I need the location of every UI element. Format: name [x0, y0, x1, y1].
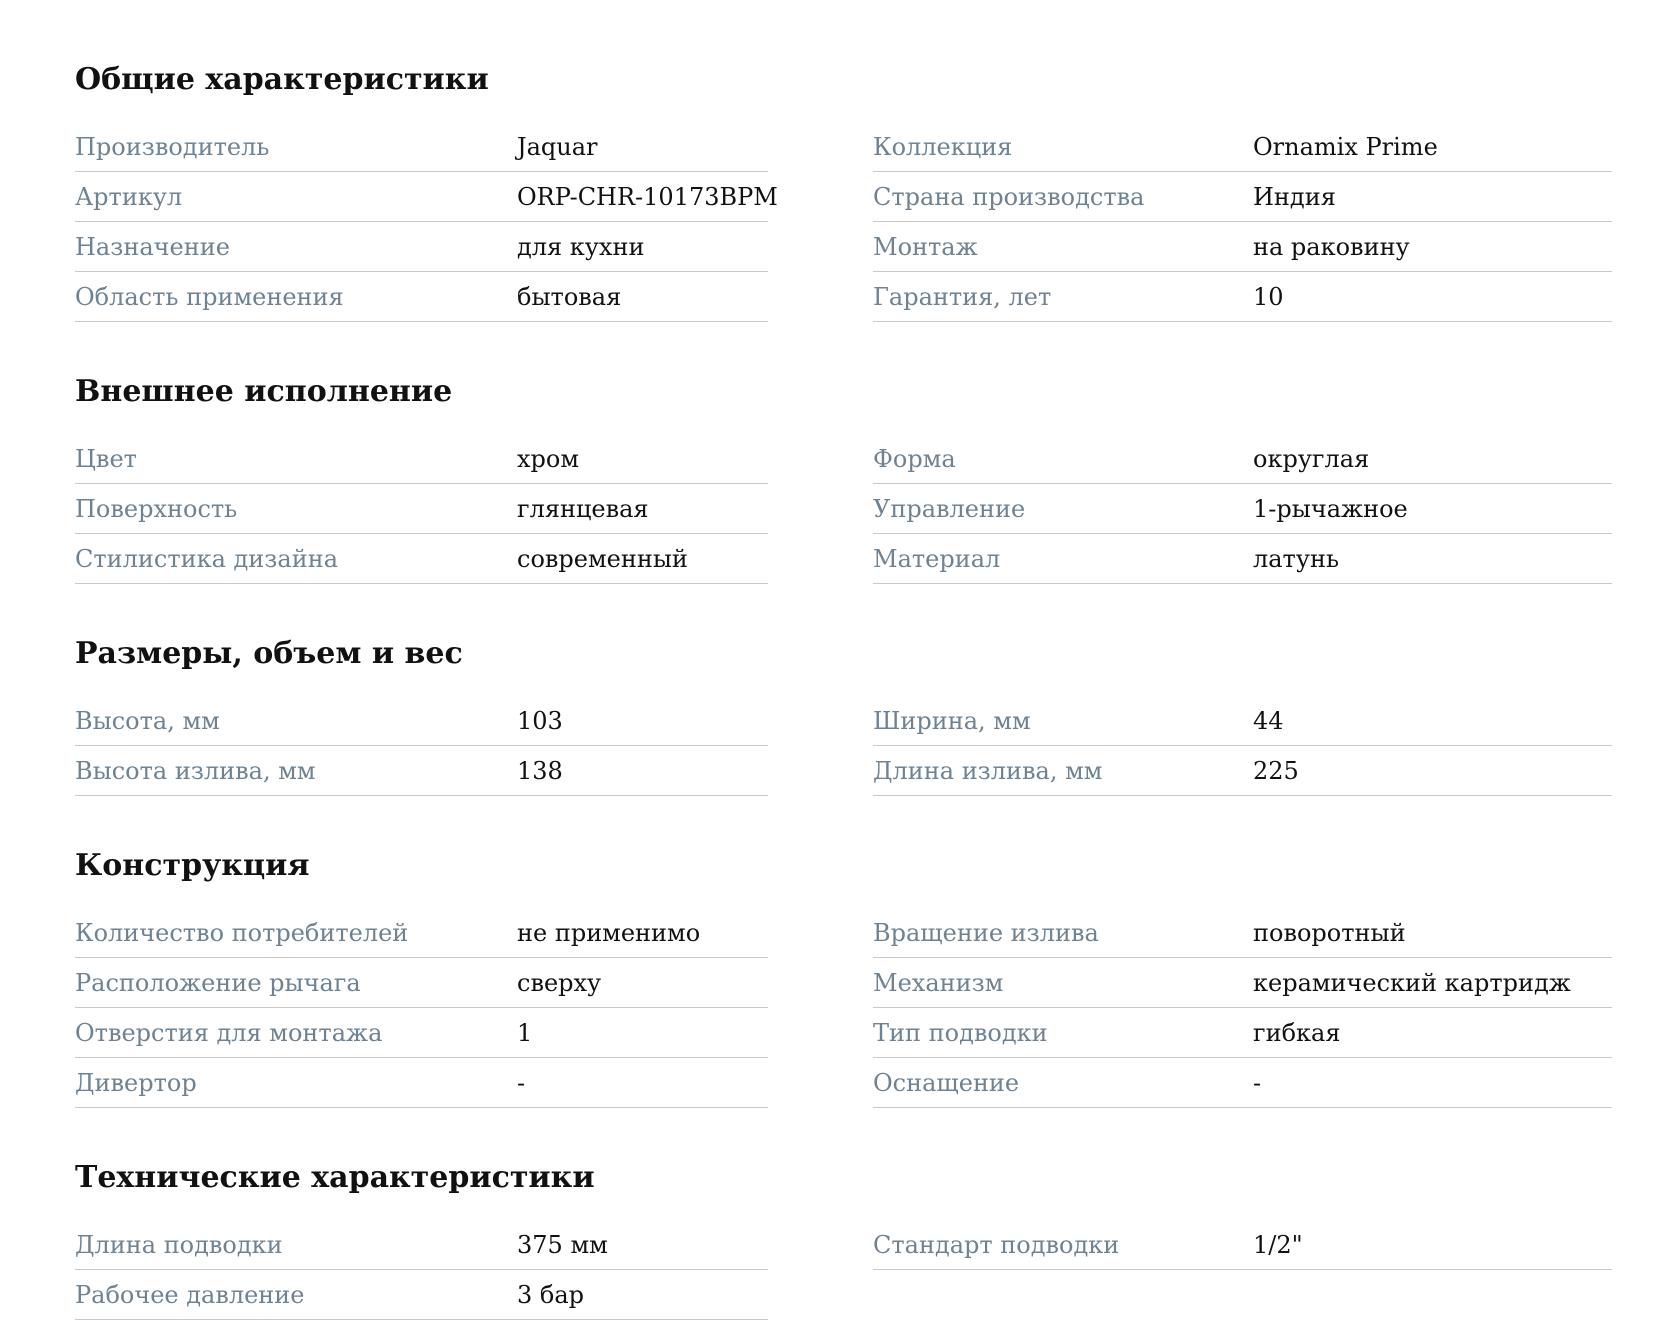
spec-value: округлая [1253, 444, 1370, 473]
spec-row [75, 172, 778, 222]
spec-value: 1 [517, 1018, 533, 1047]
spec-key: Материал [873, 544, 1001, 573]
spec-key: Длина подводки [75, 1230, 283, 1259]
spec-value: бытовая [517, 282, 622, 311]
spec-row [75, 534, 768, 584]
section-title: Размеры, объем и вес [75, 636, 463, 671]
spec-column-right [873, 1220, 1612, 1320]
spec-row [873, 534, 1612, 584]
spec-value: поворотный [1253, 918, 1406, 947]
spec-key: Цвет [75, 444, 137, 473]
section-construction [75, 846, 1615, 1108]
spec-row [75, 908, 768, 958]
spec-row [873, 172, 1612, 222]
spec-row [75, 696, 768, 746]
spec-column-left [75, 434, 768, 584]
spec-row [75, 222, 768, 272]
spec-grid [75, 1220, 1615, 1320]
spec-value: Индия [1253, 182, 1336, 211]
spec-row [873, 1220, 1612, 1270]
spec-value: современный [517, 544, 688, 573]
spec-value: 138 [517, 756, 563, 785]
spec-key: Назначение [75, 232, 230, 261]
spec-value: для кухни [517, 232, 645, 261]
spec-key: Монтаж [873, 232, 978, 261]
spec-row [873, 908, 1612, 958]
section-title: Общие характеристики [75, 62, 489, 97]
spec-value: 103 [517, 706, 563, 735]
spec-row [873, 434, 1612, 484]
spec-key: Тип подводки [873, 1018, 1048, 1047]
spec-value: глянцевая [517, 494, 649, 523]
spec-row [75, 1220, 768, 1270]
spec-column-left [75, 696, 768, 796]
spec-row [75, 1058, 768, 1108]
spec-key: Механизм [873, 968, 1004, 997]
spec-key: Производитель [75, 132, 270, 161]
spec-grid [75, 122, 1615, 322]
spec-value: 44 [1253, 706, 1284, 735]
spec-value: ORP-CHR-10173BPM [517, 182, 778, 211]
spec-key: Длина излива, мм [873, 756, 1103, 785]
spec-row [873, 272, 1612, 322]
spec-key: Артикул [75, 182, 183, 211]
spec-value: керамический картридж [1253, 968, 1571, 997]
spec-value: - [1253, 1068, 1262, 1097]
section-title: Внешнее исполнение [75, 374, 453, 409]
spec-column-left [75, 122, 778, 322]
spec-row [873, 484, 1612, 534]
spec-value: 1-рычажное [1253, 494, 1408, 523]
spec-row [873, 958, 1612, 1008]
spec-value: Jaquar [517, 132, 598, 161]
spec-key: Ширина, мм [873, 706, 1031, 735]
spec-grid [75, 908, 1615, 1108]
spec-grid [75, 434, 1615, 584]
spec-key: Поверхность [75, 494, 238, 523]
spec-row [873, 122, 1612, 172]
spec-column-right [873, 696, 1612, 796]
spec-row [75, 1270, 768, 1320]
spec-column-left [75, 908, 768, 1108]
section-technical [75, 1158, 1615, 1320]
spec-row [873, 1058, 1612, 1108]
spec-key: Форма [873, 444, 956, 473]
spec-row [75, 746, 768, 796]
spec-value: сверху [517, 968, 602, 997]
spec-key: Рабочее давление [75, 1280, 305, 1309]
spec-key: Вращение излива [873, 918, 1099, 947]
section-dimensions [75, 634, 1615, 796]
spec-value: 3 бар [517, 1280, 585, 1309]
spec-value: не применимо [517, 918, 701, 947]
spec-value: 1/2" [1253, 1230, 1303, 1259]
spec-key: Коллекция [873, 132, 1013, 161]
spec-value: 225 [1253, 756, 1299, 785]
spec-column-right [873, 434, 1612, 584]
spec-key: Высота, мм [75, 706, 220, 735]
section-appearance [75, 372, 1615, 584]
spec-key: Отверстия для монтажа [75, 1018, 383, 1047]
spec-value: 10 [1253, 282, 1284, 311]
spec-column-right [873, 908, 1612, 1108]
spec-value: - [517, 1068, 526, 1097]
spec-key: Область применения [75, 282, 344, 311]
spec-row [75, 484, 768, 534]
spec-row [75, 1008, 768, 1058]
spec-value: хром [517, 444, 580, 473]
spec-key: Стилистика дизайна [75, 544, 339, 573]
spec-grid [75, 696, 1615, 796]
spec-key: Оснащение [873, 1068, 1020, 1097]
spec-value: на раковину [1253, 232, 1410, 261]
section-general [75, 60, 1615, 322]
spec-key: Страна производства [873, 182, 1145, 211]
spec-value: Ornamix Prime [1253, 132, 1438, 161]
spec-row [873, 1008, 1612, 1058]
spec-column-right [873, 122, 1612, 322]
section-title: Конструкция [75, 848, 310, 883]
spec-row [75, 434, 768, 484]
spec-column-left [75, 1220, 768, 1320]
section-title: Технические характеристики [75, 1160, 595, 1195]
spec-row [75, 958, 768, 1008]
spec-key: Гарантия, лет [873, 282, 1052, 311]
spec-value: гибкая [1253, 1018, 1341, 1047]
spec-key: Управление [873, 494, 1026, 523]
spec-key: Дивертор [75, 1068, 197, 1097]
spec-row [873, 222, 1612, 272]
spec-key: Количество потребителей [75, 918, 409, 947]
spec-row [873, 696, 1612, 746]
spec-key: Стандарт подводки [873, 1230, 1120, 1259]
spec-row [873, 746, 1612, 796]
spec-value: латунь [1253, 544, 1340, 573]
spec-key: Высота излива, мм [75, 756, 316, 785]
spec-key: Расположение рычага [75, 968, 361, 997]
spec-row [75, 122, 768, 172]
spec-row [75, 272, 768, 322]
spec-value: 375 мм [517, 1230, 608, 1259]
